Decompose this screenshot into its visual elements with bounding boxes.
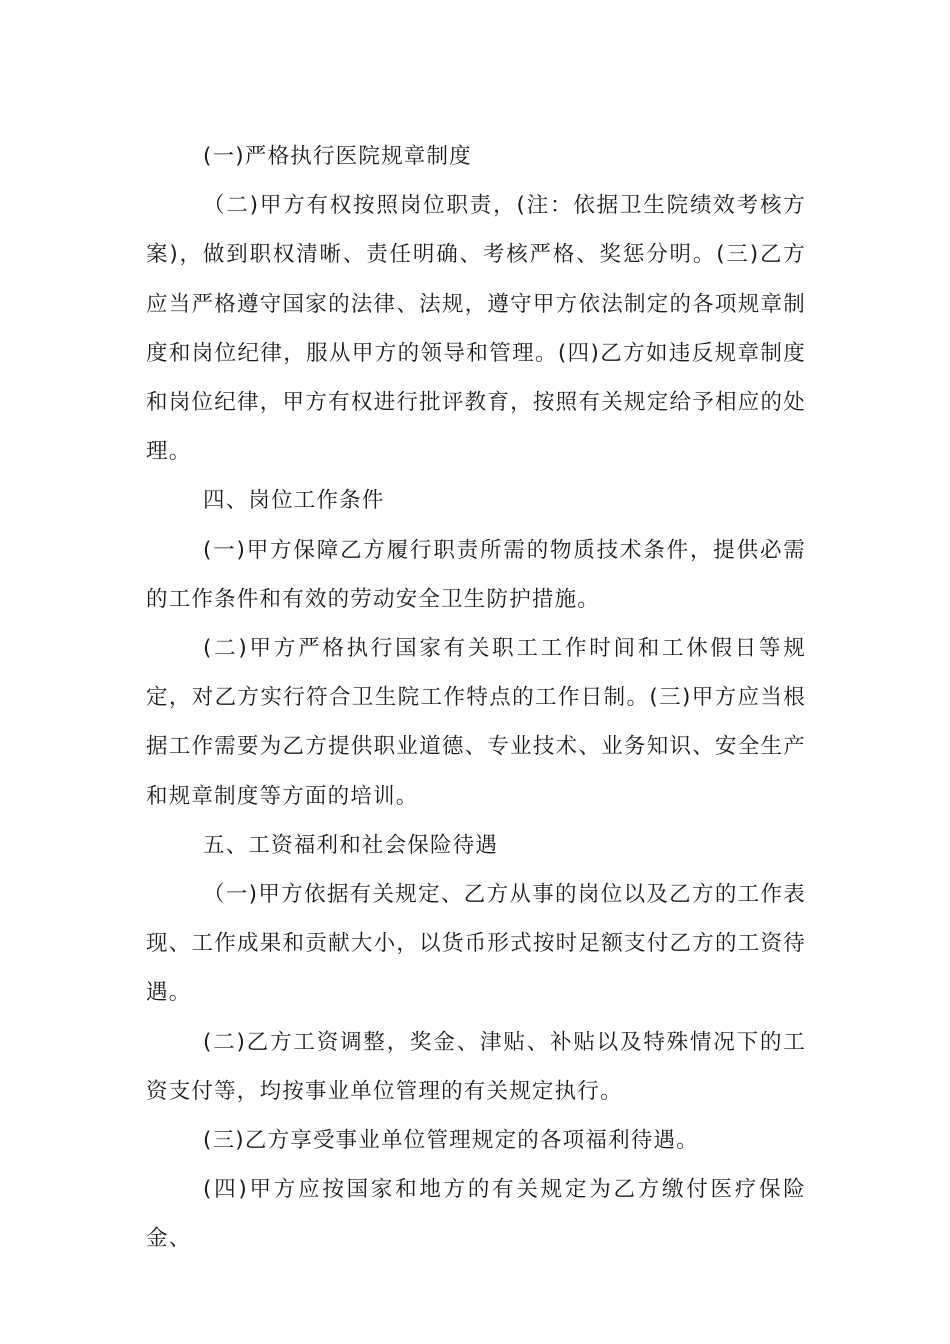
paragraph-wage-payment: （一)甲方依据有关规定、乙方从事的岗位以及乙方的工作表现、工作成果和贡献大小，以货币形式按时足额支付乙方的工资待遇。: [146, 882, 806, 1006]
section-heading-work-conditions: 四、岗位工作条件: [203, 488, 385, 514]
document-body: [146, 132, 806, 1264]
paragraph-material-conditions: (一)甲方保障乙方履行职责所需的物质技术条件，提供必需的工作条件和有效的劳动安全卫生防护措施。: [146, 537, 806, 612]
paragraph-working-hours: (二)甲方严格执行国家有关职工工作时间和工休假日等规定，对乙方实行符合卫生院工作特点的工作日制。(三)甲方应当根据工作需要为乙方提供职业道德、专业技术、业务知识、安全生产和规章制度等方面的培训。: [146, 636, 806, 809]
paragraph-insurance: (四)甲方应按国家和地方的有关规定为乙方缴付医疗保险金、: [146, 1177, 806, 1252]
paragraph-employer-rights: （二)甲方有权按照岗位职责，(注：依据卫生院绩效考核方案)，做到职权清晰、责任明确、考核严格、奖惩分明。(三)乙方应当严格遵守国家的法律、法规，遵守甲方依法制定的各项规章制度和岗位纪律，服从甲方的领导和管理。(四)乙方如违反规章制度和岗位纪律，甲方有权进行批评教育，按照有关规定给予相应的处理。: [146, 193, 806, 465]
paragraph-rules: (一)严格执行医院规章制度: [203, 144, 472, 169]
paragraph-welfare: (三)乙方享受事业单位管理规定的各项福利待遇。: [203, 1128, 699, 1154]
paragraph-wage-adjustment: (二)乙方工资调整，奖金、津贴、补贴以及特殊情况下的工资支付等，均按事业单位管理的有关规定执行。: [146, 1029, 806, 1104]
section-heading-wages-welfare: 五、工资福利和社会保险待遇: [203, 832, 499, 858]
